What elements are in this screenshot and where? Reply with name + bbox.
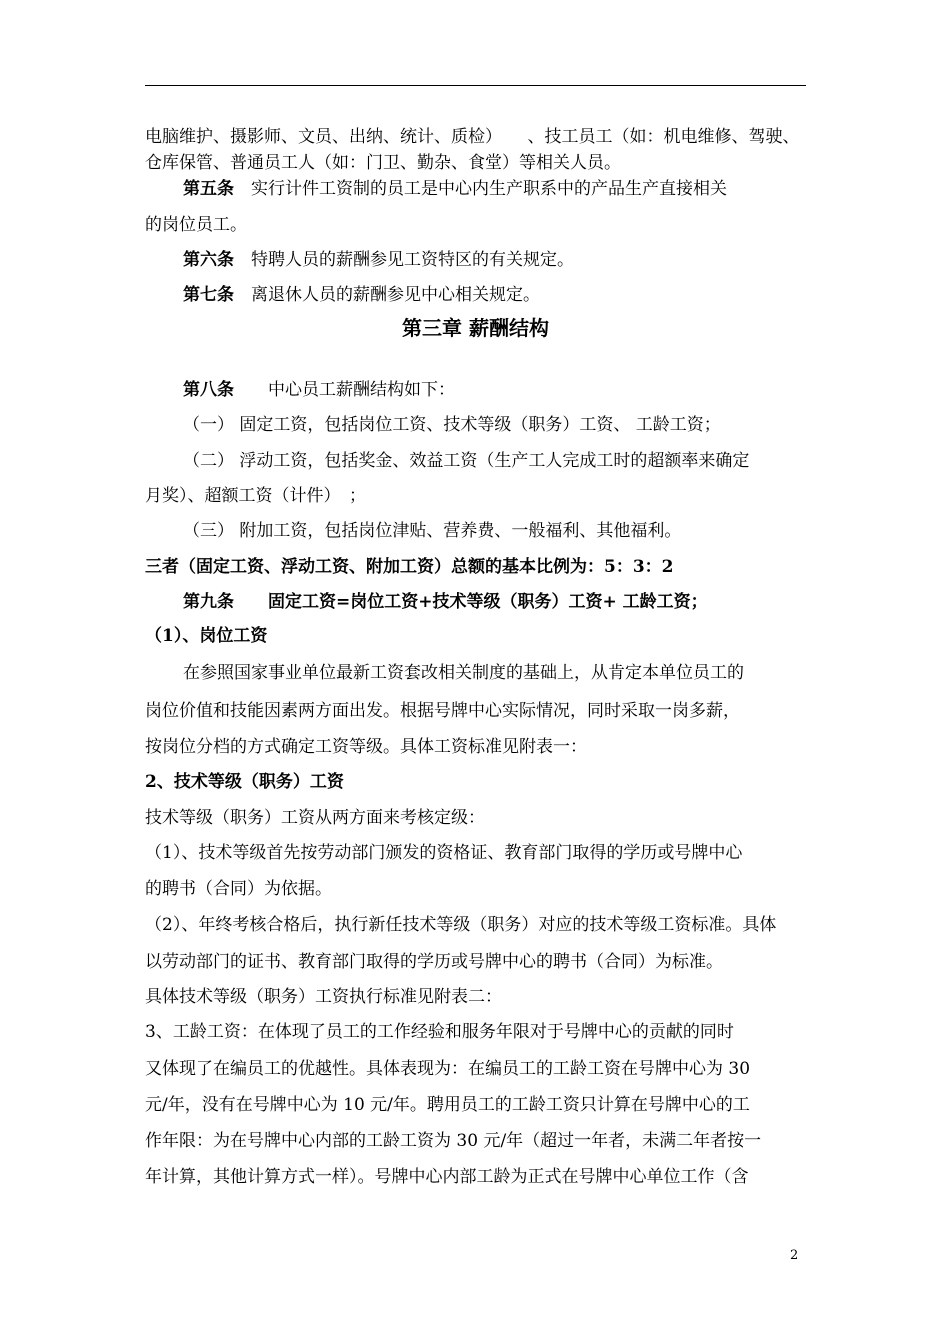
article-7 — [183, 283, 806, 307]
text-line: 电脑维护、摄影师、文员、出纳、统计、质检） 、技工员工（如：机电维修、驾驶、 — [145, 127, 800, 147]
article-label: 第七条 — [183, 285, 234, 305]
text-line: 月奖）、超额工资（计件） ； — [145, 486, 366, 506]
article-label: 第五条 — [183, 179, 234, 199]
text-line: 岗位价值和技能因素两方面出发。根据号牌中心实际情况，同时采取一岗多薪， — [145, 701, 740, 721]
text-line: 在参照国家事业单位最新工资套改相关制度的基础上，从肯定本单位员工的 — [183, 663, 744, 683]
article-text: 中心员工薪酬结构如下： — [234, 380, 455, 400]
list-item: （三） 附加工资，包括岗位津贴、营养费、一般福利、其他福利。 — [183, 521, 682, 541]
article-9 — [183, 590, 806, 614]
section-heading: 2、技术等级（职务）工资 — [145, 772, 344, 792]
list-item: （二） 浮动工资，包括奖金、效益工资（生产工人完成工时的超额率来确定 — [183, 451, 750, 471]
header-rule — [145, 85, 806, 86]
article-8 — [183, 378, 806, 402]
list-item: （一） 固定工资，包括岗位工资、技术等级（职务）工资、 工龄工资； — [183, 415, 721, 435]
article-text: 特聘人员的薪酬参见工资特区的有关规定。 — [234, 250, 574, 270]
article-5 — [183, 177, 806, 201]
text-line: 的岗位员工。 — [145, 215, 247, 235]
page-number: 2 — [790, 1248, 799, 1263]
text-line: 的聘书（合同）为依据。 — [145, 879, 332, 899]
article-text: 实行计件工资制的员工是中心内生产职系中的产品生产直接相关 — [234, 179, 727, 199]
text-line: 作年限：为在号牌中心内部的工龄工资为 30 元/年（超过一年者，未满二年者按一 — [145, 1131, 762, 1151]
text-line: 技术等级（职务）工资从两方面来考核定级： — [145, 808, 485, 828]
text-line: 3、工龄工资：在体现了员工的工作经验和服务年限对于号牌中心的贡献的同时 — [145, 1022, 734, 1042]
text-line: 仓库保管、普通员工人（如：门卫、勤杂、食堂）等相关人员。 — [145, 153, 621, 173]
text-line: 按岗位分档的方式确定工资等级。具体工资标准见附表一： — [145, 737, 587, 757]
article-label: 第六条 — [183, 250, 234, 270]
article-label: 第九条 — [183, 592, 234, 612]
article-text: 离退休人员的薪酬参见中心相关规定。 — [234, 285, 540, 305]
text-line: （1）、技术等级首先按劳动部门颁发的资格证、教育部门取得的学历或号牌中心 — [145, 843, 743, 863]
article-label: 第八条 — [183, 380, 234, 400]
article-6 — [183, 248, 806, 272]
chapter-title: 第三章 薪酬结构 — [402, 316, 549, 340]
ratio-line: 三者（固定工资、浮动工资、附加工资）总额的基本比例为：5：3：2 — [145, 557, 674, 577]
text-line: 元/年，没有在号牌中心为 10 元/年。聘用员工的工龄工资只计算在号牌中心的工 — [145, 1095, 750, 1115]
text-line: 以劳动部门的证书、教育部门取得的学历或号牌中心的聘书（合同）为标准。 — [145, 952, 723, 972]
text-line: 又体现了在编员工的优越性。具体表现为：在编员工的工龄工资在号牌中心为 30 — [145, 1059, 751, 1079]
section-heading: （1）、岗位工资 — [145, 626, 268, 646]
text-line: 年计算，其他计算方式一样）。号牌中心内部工龄为正式在号牌中心单位工作（含 — [145, 1167, 749, 1187]
text-line: 具体技术等级（职务）工资执行标准见附表二： — [145, 987, 502, 1007]
text-line: （2）、年终考核合格后，执行新任技术等级（职务）对应的技术等级工资标准。具体 — [145, 915, 777, 935]
article-text: 固定工资=岗位工资+技术等级（职务）工资+ 工龄工资； — [234, 592, 708, 612]
